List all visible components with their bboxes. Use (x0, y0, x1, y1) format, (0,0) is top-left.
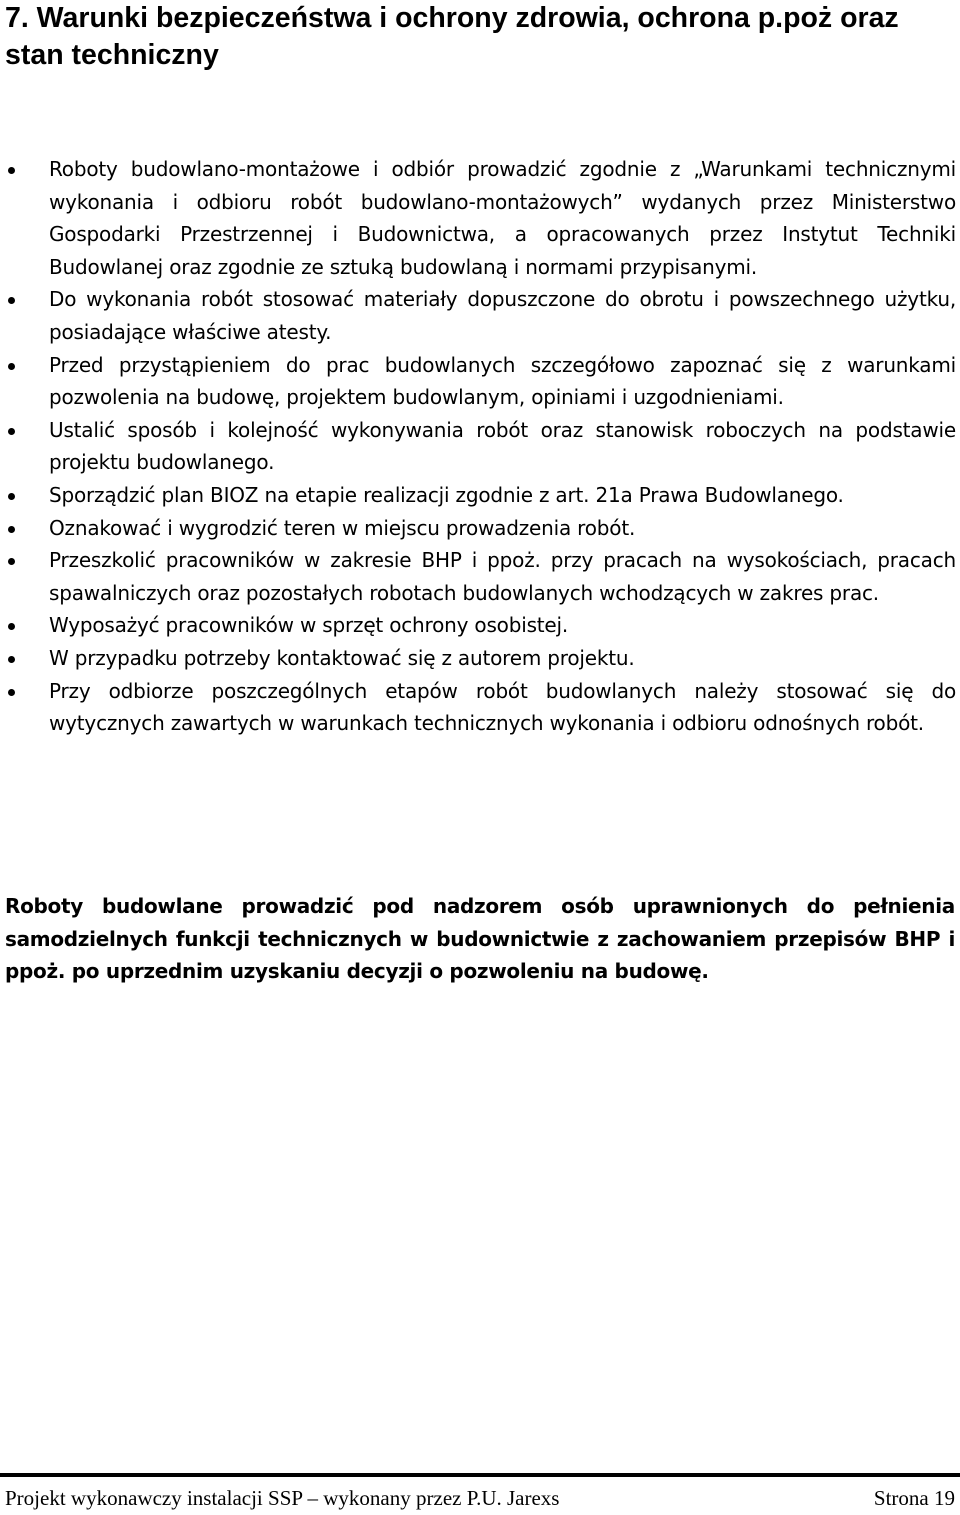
list-item-text: Oznakować i wygrodzić teren w miejscu prowadzenia robót. (49, 515, 636, 540)
list-item (0, 642, 956, 675)
list-item (0, 153, 956, 283)
bullet-icon (8, 526, 15, 533)
list-item-text: Roboty budowlano-montażowe i odbiór prowadzić zgodnie z „Warunkami technicznymi wykonania i odbioru robót budowlano-montażowych” wydanych przez Ministerstwo Gospodarki Przestrzennej i Budownictwa, a opracowanych przez Instytut Techniki Budowlanej oraz zgodnie ze sztuką budowlaną i normami przypisanymi. (49, 157, 956, 279)
list-item-text: Ustalić sposób i kolejność wykonywania robót oraz stanowisk roboczych na podstawie projektu budowlanego. (49, 417, 956, 475)
list-item (0, 414, 956, 479)
list-item-text: Przy odbiorze poszczególnych etapów robót budowlanych należy stosować się do wytycznych zawartych w warunkach technicznych wykonania i odbioru odnośnych robót. (49, 678, 956, 736)
list-item (0, 512, 956, 545)
bullet-icon (8, 297, 15, 304)
footer-divider (0, 1473, 960, 1477)
bullet-icon (8, 623, 15, 630)
footer-project-label: Projekt wykonawczy instalacji SSP – wykonany przez P.U. Jarexs (5, 1486, 560, 1510)
bullet-icon (8, 428, 15, 435)
section-heading: 7. Warunki bezpieczeństwa i ochrony zdrowia, ochrona p.poż oraz stan techniczny (5, 2, 899, 71)
page-number: Strona 19 (873, 1486, 955, 1510)
bullet-icon (8, 558, 15, 565)
list-item-text: W przypadku potrzeby kontaktować się z autorem projektu. (49, 645, 635, 670)
list-item (0, 479, 956, 512)
supervision-notice: Roboty budowlane prowadzić pod nadzorem osób uprawnionych do pełnienia samodzielnych funkcji technicznych w budownictwie z zachowaniem przepisów BHP i ppoż. po uprzednim uzyskaniu decyzji o pozwoleniu na budowę. (5, 894, 955, 984)
bullet-icon (8, 167, 15, 174)
bullet-icon (8, 689, 15, 696)
page-footer (5, 1484, 955, 1512)
list-item-text: Przed przystąpieniem do prac budowlanych szczegółowo zapoznać się z warunkami pozwolenia na budowę, projektem budowlanym, opiniami i uzgodnieniami. (49, 352, 956, 410)
list-item-text: Sporządzić plan BIOZ na etapie realizacji zgodnie z art. 21a Prawa Budowlanego. (49, 482, 844, 507)
list-item-text: Do wykonania robót stosować materiały dopuszczone do obrotu i powszechnego użytku, posiadające właściwe atesty. (49, 287, 956, 344)
bullet-icon (8, 363, 15, 370)
list-item-text: Wyposażyć pracowników w sprzęt ochrony osobistej. (49, 613, 569, 638)
list-item (0, 283, 956, 348)
list-item-text: Przeszkolić pracowników w zakresie BHP i ppoż. przy pracach na wysokościach, pracach spawalniczych oraz pozostałych robotach budowlanych wchodzących w zakres prac. (49, 548, 956, 605)
list-item (0, 675, 956, 740)
bullet-icon (8, 656, 15, 663)
bullet-icon (8, 493, 15, 500)
list-item (0, 544, 956, 609)
list-item (0, 349, 956, 414)
requirements-list (0, 153, 956, 740)
list-item (0, 609, 956, 642)
